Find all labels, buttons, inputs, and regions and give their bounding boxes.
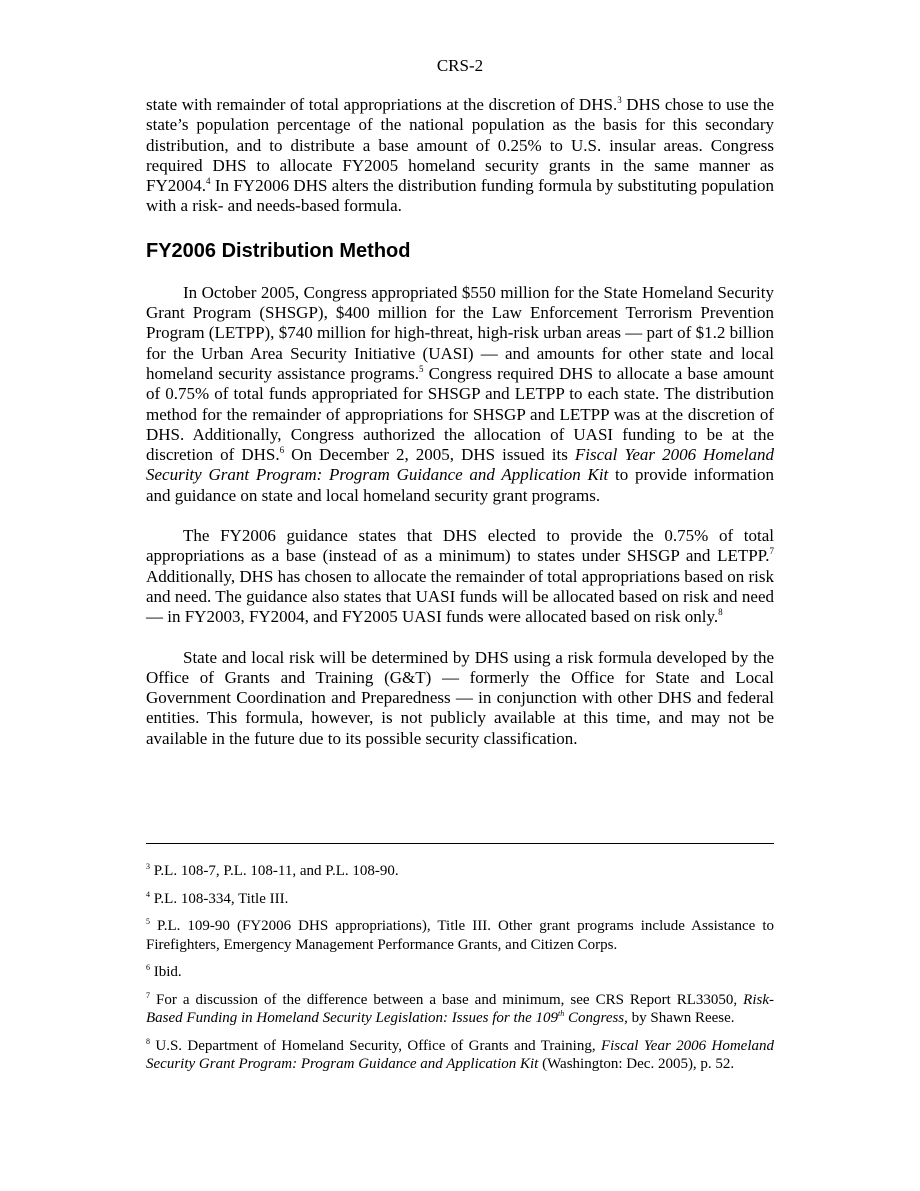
footnote-ref[interactable]: 5	[418, 363, 424, 374]
intro-paragraph: state with remainder of total appropriations at the discretion of DHS.$^3$ DHS chose to use the state’s population percentage of the national population as the basis for this secondary distribution, and to distribute a base amount of 0.25% to U.S. insular areas. Congress required DHS to allocate FY2005 homeland security grants in the same manner as FY2004.$^4$ In FY2006 DHS alters the distribution funding formula by substituting population with a risk- and needs-based formula.	[146, 95, 774, 216]
footnote-8: $^8$ U.S. Department of Homeland Security, Office of Grants and Training, Fiscal Year 2006 Homeland Security Grant Program: Program Guidance and Application Kit (Washington: Dec. 2005), p. 52.	[146, 1036, 774, 1072]
footnote-7: $^7$ For a discussion of the difference between a base and minimum, see CRS Report RL33050, Risk-Based Funding in Homeland Security Legislation: Issues for the 109th Congress, by Shawn Reese.	[146, 990, 774, 1026]
section-heading: FY2006 Distribution Method	[146, 239, 411, 262]
page-number: CRS-2	[436, 56, 484, 75]
footnote-ref[interactable]: 6	[279, 445, 285, 456]
footnote-ref[interactable]: 3	[617, 95, 622, 105]
footnote-ref[interactable]: 7	[769, 546, 774, 557]
body-text	[146, 95, 774, 749]
footnote-6: $^6$ Ibid.	[146, 963, 182, 980]
paragraph-guidance: The FY2006 guidance states that DHS elected to provide the 0.75% of total appropriations as a base (instead of as a minimum) to states under SHSGP and LETPP.$^7$ Additionally, DHS has chosen to allocate the remainder of total appropriations based on risk and need. The guidance also states that UASI funds will be allocated based on risk and need — in FY2003, FY2004, and FY2005 UASI funds were allocated based on risk only.$^8$	[146, 526, 774, 627]
paragraph-risk-formula: State and local risk will be determined by DHS using a risk formula developed by the Office of Grants and Training (G&T) — formerly the Office for State and Local Government Coordination and Preparedness — in conjunction with other DHS and federal entities. This formula, however, is not publicly available at this time, and may not be available in the future due to its possible security classification.	[146, 647, 774, 748]
footnote-ref[interactable]: 4	[205, 176, 211, 187]
footnote-ref[interactable]: 8	[718, 607, 723, 618]
footnote-3: $^3$ P.L. 108-7, P.L. 108-11, and P.L. 108-90.	[146, 862, 399, 879]
document-title: Fiscal Year 2006 Homeland Security Grant Program: Program Guidance and Application Kit	[146, 445, 774, 485]
footnote-4: $^4$ P.L. 108-334, Title III.	[146, 889, 289, 907]
footnote-divider	[146, 843, 774, 844]
footnotes	[146, 862, 774, 1083]
footnote-5: $^5$ P.L. 109-90 (FY2006 DHS appropriations), Title III. Other grant programs include Assistance to Firefighters, Emergency Management Performance Grants, and Citizen Corps.	[146, 917, 774, 953]
paragraph-appropriations: In October 2005, Congress appropriated $550 million for the State Homeland Security Grant Program (SHSGP), $400 million for the Law Enforcement Terrorism Prevention Program (LETPP), $740 million for high-threat, high-risk urban areas — part of $1.2 billion for the Urban Area Security Initiative (UASI) — and amounts for other state and local homeland security assistance programs.$^5$ Congress required DHS to allocate a base amount of 0.75% of total funds appropriated for SHSGP and LETPP to each state. The distribution method for the remainder of appropriations for SHSGP and LETPP was at the discretion of DHS. Additionally, Congress authorized the allocation of UASI funding to be at the discretion of DHS.$^6$ On December 2, 2005, DHS issued its Fiscal Year 2006 Homeland Security Grant Program: Program Guidance and Application Kit to provide information and guidance on state and local homeland security grant programs.	[146, 282, 775, 505]
